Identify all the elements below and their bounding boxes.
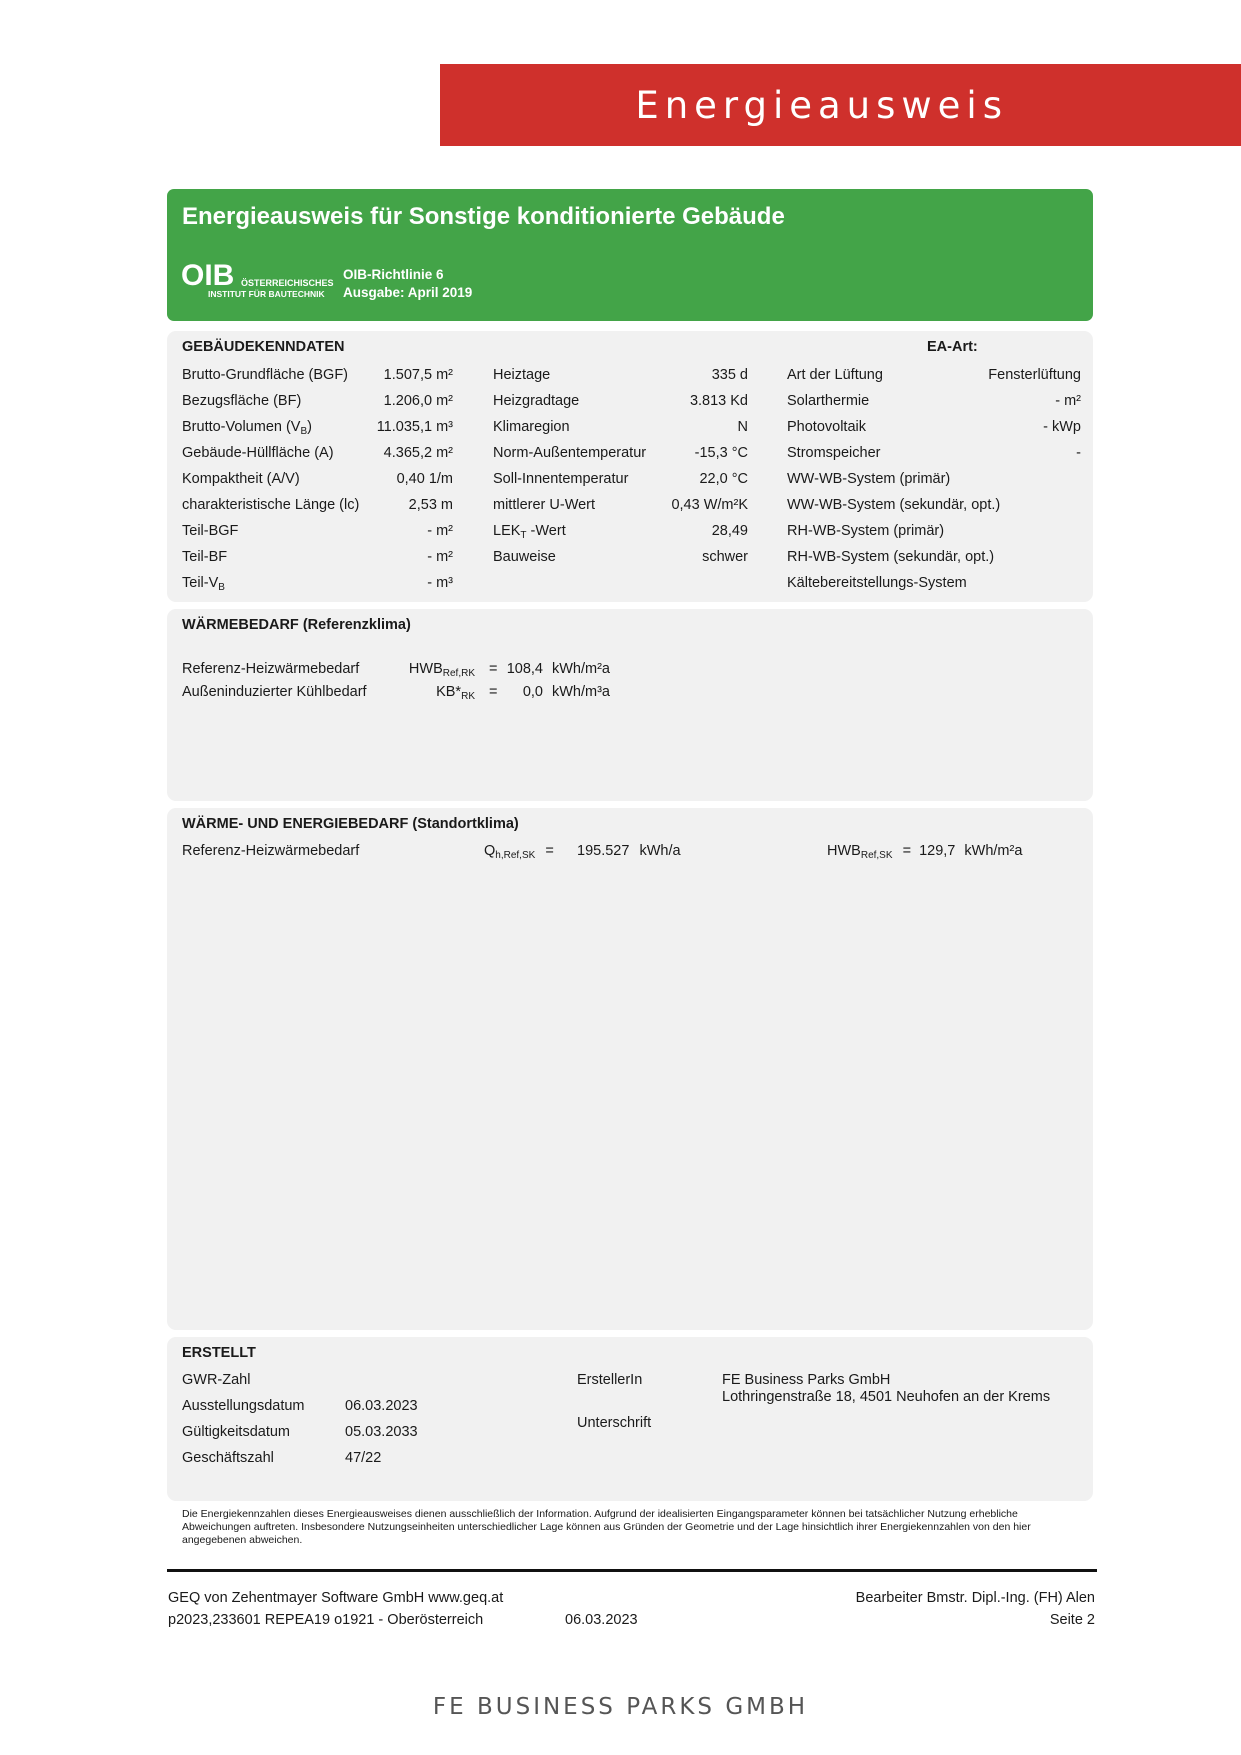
richtlinie-label: OIB-Richtlinie 6 [343,267,444,282]
certificate-title: Energieausweis für Sonstige konditionierte Gebäude [182,203,785,230]
building-data-value: 28,49 [711,523,748,539]
hwb-site-equals: = [902,843,912,859]
created-label: GWR-Zahl [182,1372,251,1388]
building-data-value: 2,53 m [408,497,453,513]
label-text: RH-WB-System (primär) [787,523,945,539]
header-banner [440,64,1241,146]
building-data-label [182,523,238,539]
heat-demand-symbol [436,684,475,700]
oib-richtlinie-info [343,266,472,302]
building-data-label [493,471,628,487]
building-data-value: Fensterlüftung [988,367,1081,383]
building-data-value: - m² [427,549,453,565]
building-data-label [787,419,866,435]
building-data-label [182,367,348,383]
hwb-site-unit: kWh/m²a [964,843,1023,859]
heat-demand-label: Referenz-Heizwärmebedarf [182,661,360,677]
heat-demand-heading: WÄRMEBEDARF (Referenzklima) [182,617,411,633]
label-text: Stromspeicher [787,445,881,461]
building-data-value: 3.813 Kd [689,393,748,409]
building-data-label [787,523,944,539]
label-subscript: B [300,426,308,437]
building-data-label [182,445,334,461]
building-data-panel [167,331,1093,602]
building-data-label [182,575,225,591]
label-text: Klimaregion [493,419,570,435]
heat-demand-panel [167,609,1093,801]
building-data-value: 0,43 W/m²K [671,497,748,513]
building-data-value: - kWp [1043,419,1081,435]
building-data-value: - m³ [427,575,453,591]
building-data-label [493,523,566,539]
signature-label: Unterschrift [577,1415,652,1431]
heat-demand-symbol-sub: Ref,RK [442,668,475,679]
q-equals: = [545,843,554,859]
label-text: mittlerer U-Wert [493,497,596,513]
hwb-site-symbol-sub: Ref,SK [860,850,893,861]
label-text: Kältebereitstellungs-System [787,575,967,591]
building-data-value: N [737,419,748,435]
label-text: Soll-Innentemperatur [493,471,629,487]
building-data-label [493,497,595,513]
building-data-value: 22,0 °C [699,471,748,487]
building-data-label [787,393,869,409]
building-data-label [787,367,883,383]
ausgabe-label: Ausgabe: April 2019 [343,285,473,300]
label-text: Solarthermie [787,393,870,409]
heat-demand-value: 108,4 [506,661,543,677]
building-data-value: 1.507,5 m² [383,367,453,383]
created-label: Geschäftszahl [182,1450,274,1466]
label-subscript: T [520,530,527,541]
label-text: Brutto-Grundfläche (BGF) [182,367,348,383]
label-suffix: ) [307,419,312,435]
building-data-label [182,393,301,409]
building-data-label [493,419,570,435]
label-text: Bezugsfläche (BF) [182,393,302,409]
label-text: WW-WB-System (sekundär, opt.) [787,497,1001,513]
heat-demand-symbol [409,661,475,677]
heat-demand-unit: kWh/m²a [552,661,610,677]
building-data-value: - m² [427,523,453,539]
building-data-label [787,497,1000,513]
banner-title: Energieausweis [635,84,1008,127]
footer-date: 06.03.2023 [565,1612,638,1628]
oib-logo-line1: ÖSTERREICHISCHES [241,278,334,288]
building-data-value: 1.206,0 m² [383,393,453,409]
footer-bearbeiter: Bearbeiter Bmstr. Dipl.-Ing. (FH) Alen [855,1590,1095,1606]
building-data-label [787,549,994,565]
building-data-value: 11.035,1 m³ [376,419,453,435]
building-data-heading: GEBÄUDEKENNDATEN [182,339,345,355]
building-data-label [493,393,579,409]
created-label: Gültigkeitsdatum [182,1424,290,1440]
building-data-label [182,549,227,565]
building-data-value: 0,40 1/m [396,471,453,487]
certificate-title-box [167,189,1093,321]
disclaimer-text: Die Energiekennzahlen dieses Energieausweises dienen ausschließlich der Information. Aufgrund der idealisierten Eingangsparameter können bei tatsächlicher Nutzung erhebliche Abweichungen auftreten. Insbesondere Nutzungseinheiten unterschiedlicher Lage können aus Gründen der Geometrie und der Lage hinsichtlich ihrer Energiekennzahlen von den hier angegebenen abweichen. [182,1508,1031,1546]
hwb-site-symbol: HWB [827,843,861,859]
label-text: Teil-BGF [182,523,239,539]
created-label: Ausstellungsdatum [182,1398,305,1414]
heat-demand-equals: = [489,661,498,677]
building-data-label [493,445,646,461]
hwb-site-value: 129,7 [919,843,956,859]
q-value: 195.527 [577,843,630,859]
creator-label: ErstellerIn [577,1372,643,1388]
heat-demand-symbol-text: KB* [436,684,462,700]
site-heat-demand-label: Referenz-Heizwärmebedarf [182,843,360,859]
building-data-label [493,549,556,565]
label-text: Art der Lüftung [787,367,883,383]
building-data-label [493,367,550,383]
created-value: 05.03.2033 [345,1424,418,1440]
site-climate-heading: WÄRME- UND ENERGIEBEDARF (Standortklima) [182,816,519,832]
building-data-label [182,419,312,435]
label-text: Bauweise [493,549,556,565]
label-text: RH-WB-System (sekundär, opt.) [787,549,995,565]
building-data-value: -15,3 °C [694,445,748,461]
footer-project: p2023,233601 REPEA19 o1921 - Oberösterreich [168,1612,484,1628]
label-text: Teil-V [182,575,219,591]
heat-demand-unit: kWh/m³a [552,684,610,700]
label-text: Heiztage [493,367,551,383]
label-text: Brutto-Volumen (V [182,419,301,435]
label-text: Norm-Außentemperatur [493,445,647,461]
label-text: WW-WB-System (primär) [787,471,951,487]
heat-demand-symbol-sub: RK [461,691,475,702]
building-data-label [787,445,880,461]
label-text: Photovoltaik [787,419,866,435]
creator-name: FE Business Parks GmbH [722,1372,891,1388]
label-suffix: -Wert [526,523,566,539]
created-panel [167,1337,1093,1501]
q-heat-demand-value-group [577,843,681,859]
label-text: charakteristische Länge (lc) [182,497,360,513]
oib-logo-text: OIB [181,259,235,292]
created-heading: ERSTELLT [182,1345,256,1361]
q-symbol: Q [484,843,496,859]
building-data-value: 4.365,2 m² [383,445,453,461]
oib-logo [181,259,337,299]
building-data-label [787,575,967,591]
label-text: Gebäude-Hüllfläche (A) [182,445,334,461]
building-data-value: - m² [1055,393,1081,409]
building-data-value: schwer [702,549,748,565]
ea-art-label: EA-Art: [927,339,978,355]
q-unit: kWh/a [639,843,681,859]
building-data-label [182,471,300,487]
hwb-site-group [827,843,1022,859]
heat-demand-label: Außeninduzierter Kühlbedarf [182,684,367,700]
footer-software: GEQ von Zehentmayer Software GmbH www.geq.at [168,1590,504,1606]
oib-logo-line2: INSTITUT FÜR BAUTECHNIK [208,289,325,299]
building-data-label [787,471,950,487]
building-data-value: 335 d [711,367,748,383]
label-text: LEK [493,523,521,539]
footer-page-number: Seite 2 [1049,1612,1095,1628]
label-text: Teil-BF [182,549,228,565]
label-subscript: B [218,582,225,593]
company-footer: FE BUSINESS PARKS GMBH [432,1694,809,1720]
q-heat-demand [484,843,554,859]
heat-demand-value: 0,0 [522,684,543,700]
label-text: Kompaktheit (A/V) [182,471,300,487]
created-value: 06.03.2023 [345,1398,418,1414]
building-data-label [182,497,359,513]
creator-address: Lothringenstraße 18, 4501 Neuhofen an der Krems [722,1389,1051,1405]
q-symbol-sub: h,Ref,SK [495,850,536,861]
label-text: Heizgradtage [493,393,580,409]
created-value: 47/22 [345,1450,382,1466]
building-data-value: - [1076,445,1081,461]
heat-demand-equals: = [489,684,498,700]
site-climate-panel [167,808,1093,1330]
footer-divider [167,1569,1097,1572]
heat-demand-symbol-text: HWB [408,661,443,677]
